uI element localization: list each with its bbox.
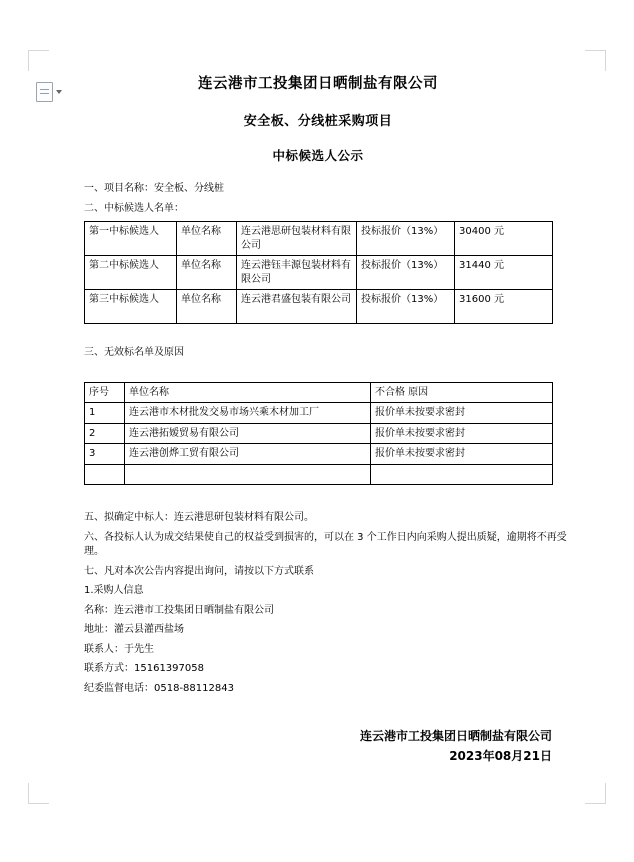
cell-reason: 报价单未按要求密封 — [371, 423, 553, 444]
supervision-phone: 纪委监督电话：0518-88112843 — [84, 682, 234, 694]
cell-index: 2 — [85, 423, 125, 444]
cell-unit-name: 连云港创烨工贸有限公司 — [125, 444, 371, 465]
signature-block — [62, 726, 574, 767]
table-row — [85, 444, 553, 465]
table-row-empty — [85, 464, 553, 485]
candidate-price-label: 投标报价（13%） — [357, 256, 455, 290]
crop-mark-top-left — [28, 50, 49, 71]
candidate-unit-label: 单位名称 — [177, 222, 237, 256]
cell-reason: 报价单未按要求密封 — [371, 444, 553, 465]
candidate-price: 30400 元 — [455, 222, 553, 256]
objection-line: 六、各投标人认为成交结果使自己的权益受到损害的，可以在 3 个工作日内向采购人提出质疑，逾期将不再受理。 — [84, 531, 567, 557]
cell-index — [85, 464, 125, 485]
invalid-bids-table — [84, 382, 553, 486]
candidate-price-label: 投标报价（13%） — [357, 222, 455, 256]
cell-reason: 报价单未按要求密封 — [371, 403, 553, 424]
candidate-unit-label: 单位名称 — [177, 290, 237, 324]
crop-mark-top-right — [585, 50, 606, 71]
page-subtitle: 安全板、分线桩采购项目 — [243, 114, 393, 129]
purchaser-phone: 联系方式：15161397058 — [84, 663, 204, 674]
contact-intro-line: 七、凡对本次公告内容提出询问，请按以下方式联系 — [84, 565, 314, 577]
purchaser-name: 名称：连云港市工投集团日晒制盐有限公司 — [84, 604, 274, 616]
candidates-table — [84, 221, 553, 324]
cell-index: 3 — [85, 444, 125, 465]
candidate-price: 31440 元 — [455, 256, 553, 290]
candidate-unit-name: 连云港思研包装材料有限公司 — [237, 222, 357, 256]
table-row — [85, 290, 553, 324]
candidate-unit-name: 连云港君盛包装有限公司 — [237, 290, 357, 324]
column-header-unit-name: 单位名称 — [125, 382, 371, 403]
purchaser-heading: 1.采购人信息 — [84, 585, 144, 596]
candidates-label: 二、中标候选人名单： — [84, 202, 184, 214]
crop-mark-bottom-right — [585, 783, 606, 804]
signature-date: 2023年08月21日 — [449, 749, 552, 764]
winner-line: 五、拟确定中标人：连云港思研包装材料有限公司。 — [84, 512, 314, 523]
purchaser-address: 地址：灌云县灌西盐场 — [84, 624, 184, 635]
table-row — [85, 222, 553, 256]
candidate-rank: 第一中标候选人 — [85, 222, 177, 256]
cell-unit-name — [125, 464, 371, 485]
spacer — [62, 485, 574, 511]
page-subtitle-secondary: 中标候选人公示 — [272, 148, 364, 163]
candidate-price: 31600 元 — [455, 290, 553, 324]
project-name-line: 一、项目名称：安全板、分线桩 — [84, 183, 224, 194]
document-icon — [36, 82, 53, 102]
document-body — [62, 72, 574, 767]
candidate-unit-label: 单位名称 — [177, 256, 237, 290]
candidate-unit-name: 连云港钰丰源包装材料有限公司 — [237, 256, 357, 290]
table-row — [85, 403, 553, 424]
candidate-price-label: 投标报价（13%） — [357, 290, 455, 324]
column-header-reason: 不合格 原因 — [371, 382, 553, 403]
cell-unit-name: 连云港市木材批发交易市场兴乘木材加工厂 — [125, 403, 371, 424]
cell-unit-name: 连云港拓嫒贸易有限公司 — [125, 423, 371, 444]
purchaser-contact: 联系人：于先生 — [84, 643, 154, 655]
spacer — [62, 324, 574, 346]
table-row — [85, 256, 553, 290]
cell-reason — [371, 464, 553, 485]
document-icon-button[interactable] — [36, 82, 62, 102]
crop-mark-bottom-left — [28, 783, 49, 804]
page-title: 连云港市工投集团日晒制盐有限公司 — [198, 76, 438, 92]
table-row — [85, 423, 553, 444]
spacer — [62, 366, 574, 382]
signature-company: 连云港市工投集团日晒制盐有限公司 — [359, 729, 552, 743]
candidate-rank: 第二中标候选人 — [85, 256, 177, 290]
cell-index: 1 — [85, 403, 125, 424]
column-header-index: 序号 — [85, 382, 125, 403]
table-header-row — [85, 382, 553, 403]
candidate-rank: 第三中标候选人 — [85, 290, 177, 324]
invalid-label: 三、无效标名单及原因 — [84, 347, 184, 358]
